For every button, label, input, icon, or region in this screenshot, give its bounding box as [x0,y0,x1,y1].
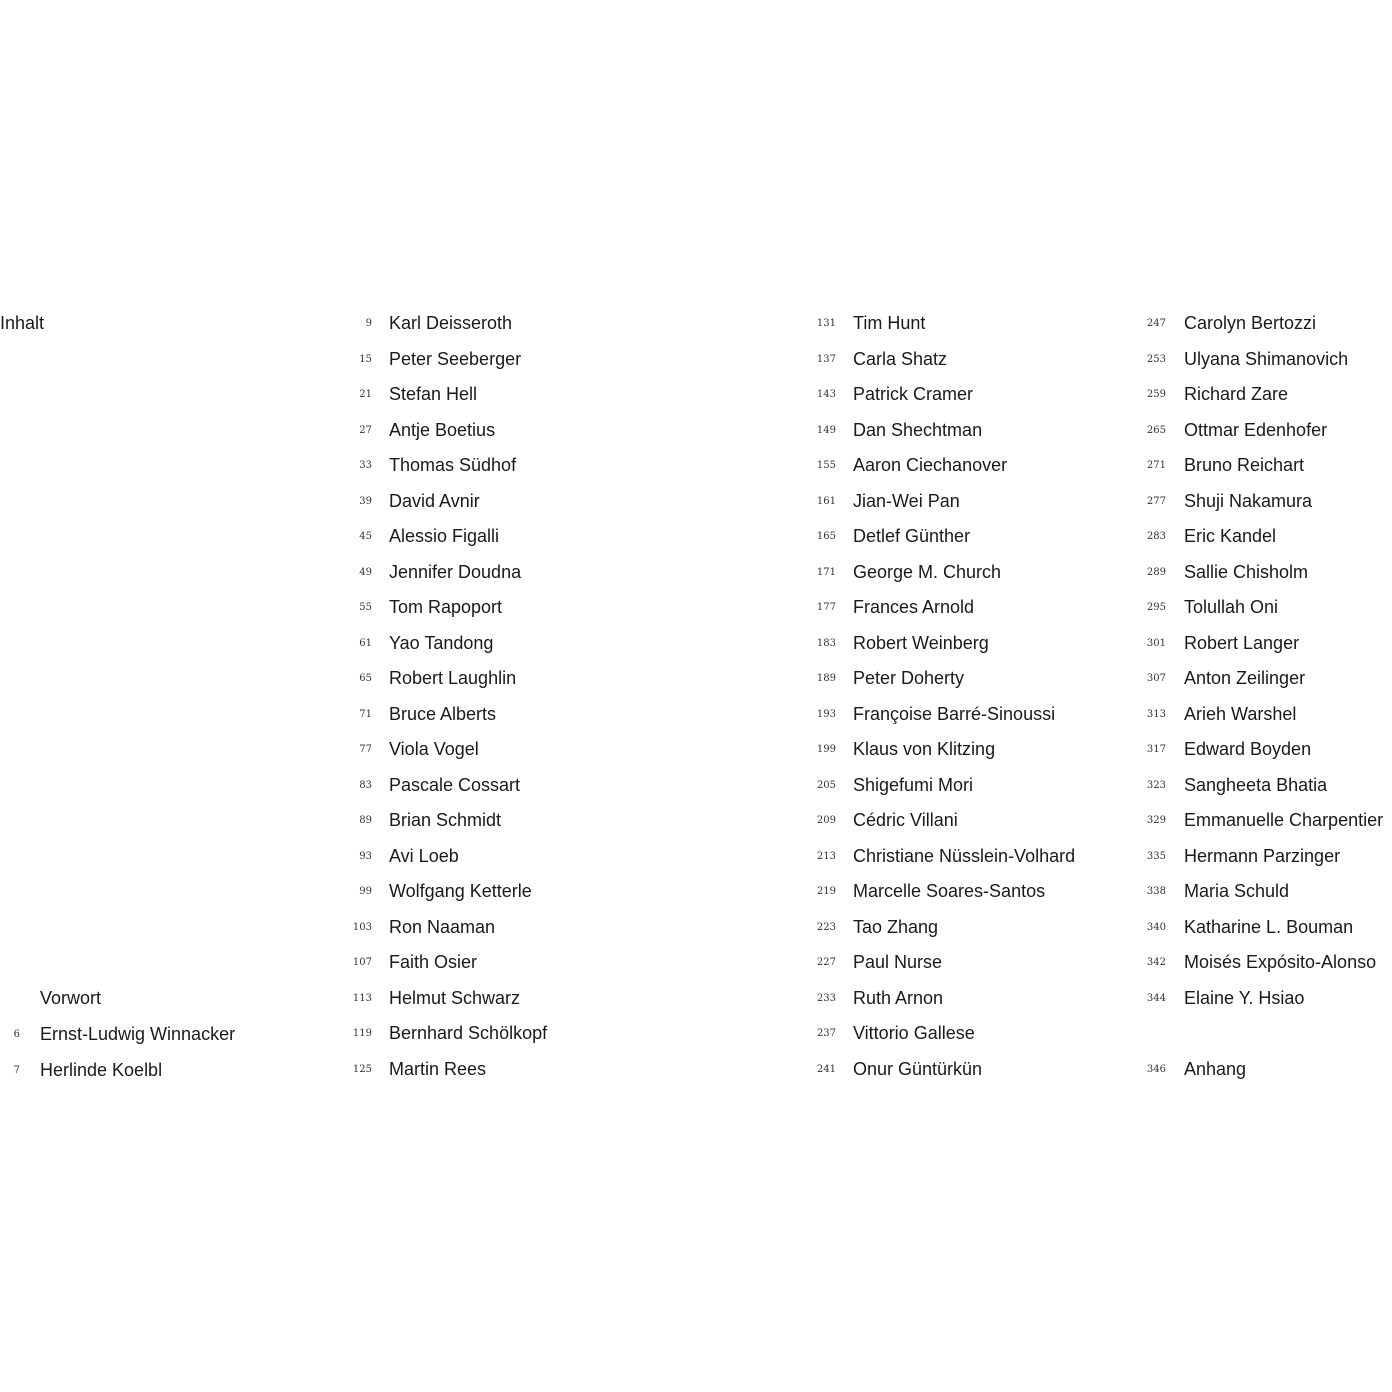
entry-name: Aaron Ciechanover [853,455,1008,475]
page-number: 259 [1146,389,1166,400]
entry-name: Edward Boyden [1184,739,1312,759]
page-number: 223 [816,921,836,933]
entry-name: Cédric Villani [853,810,958,830]
entry-name: Robert Laughlin [389,668,517,688]
page-number: 125 [352,1063,372,1075]
page-number: 45 [359,531,372,542]
page-number: 55 [359,602,372,613]
entry-name: David Avnir [389,490,480,511]
page-number: 21 [359,389,372,400]
entry-name: Ottmar Edenhofer [1184,419,1328,440]
page-number: 335 [1146,850,1166,862]
page-number: 183 [816,637,836,649]
entry-name: Bernhard Schölkopf [389,1023,548,1043]
page-number: 131 [816,318,836,329]
entry-name: Marcelle Soares-Santos [853,881,1046,901]
entry-name: Helmut Schwarz [389,987,521,1008]
entry-name: Françoise Barré-Sinoussi [853,703,1056,724]
page-number: 253 [1146,353,1166,365]
page-number: 247 [1146,318,1166,329]
entry-name: Sangheeta Bhatia [1184,774,1328,795]
entry-name: Peter Doherty [853,668,965,688]
page-number: 143 [816,389,836,400]
entry-name: Emmanuelle Charpentier [1184,810,1384,830]
page-number: 301 [1146,637,1166,649]
entry-name: Martin Rees [389,1058,487,1079]
page-number: 61 [359,637,372,649]
page-number: 213 [816,850,836,862]
page-number: 340 [1146,921,1166,933]
entry-name: Christiane Nüsslein-Volhard [853,845,1076,866]
entry-name: Paul Nurse [853,952,943,972]
page-number: 49 [359,566,372,578]
page-number: 342 [1146,957,1166,968]
page-number: 103 [352,921,372,933]
page-number: 89 [359,815,372,826]
page-number: 209 [816,815,836,826]
entry-name: Robert Weinberg [853,632,989,653]
page-number: 189 [816,673,836,684]
entry-name: Anhang [1184,1058,1247,1079]
entry-name: Carolyn Bertozzi [1184,313,1317,333]
page-number: 39 [359,495,372,507]
page-number: 7 [13,1064,20,1076]
entry-name: Dan Shechtman [853,419,983,440]
page-number: 271 [1146,460,1166,471]
entry-name: Klaus von Klitzing [853,739,996,759]
page-number: 83 [359,779,372,791]
entry-name: Herlinde Koelbl [40,1059,163,1080]
page-number: 283 [1146,531,1166,542]
entry-name: Bruce Alberts [389,703,497,724]
entry-name: Faith Osier [389,952,478,972]
page-number: 155 [816,460,836,471]
page-number: 199 [816,744,836,755]
entry-name: Tolullah Oni [1184,597,1279,617]
page-number: 307 [1146,673,1166,684]
entry-name: Peter Seeberger [389,348,522,369]
entry-name: Thomas Südhof [389,455,517,475]
entry-name: Sallie Chisholm [1184,561,1309,582]
entry-name: Jennifer Doudna [389,561,522,582]
entry-name: Carla Shatz [853,348,948,369]
entry-name: Shuji Nakamura [1184,490,1313,511]
entry-name: Bruno Reichart [1184,455,1305,475]
page-number: 338 [1146,886,1166,897]
foreword-heading: Vorwort [40,988,102,1008]
entry-name: Wolfgang Ketterle [389,881,532,901]
page-number: 205 [816,779,836,791]
entry-name: Hermann Parzinger [1184,845,1341,866]
entry-name: Anton Zeilinger [1184,668,1306,688]
entry-name: Detlef Günther [853,526,971,546]
entry-name: Viola Vogel [389,739,479,759]
entry-name: Patrick Cramer [853,384,974,404]
entry-name: Ulyana Shimanovich [1184,348,1349,369]
entry-name: Vittorio Gallese [853,1023,975,1043]
entry-name: Tao Zhang [853,916,939,937]
page-number: 71 [359,708,372,720]
page-number: 344 [1146,992,1166,1004]
page-number: 33 [359,460,372,471]
page-number: 171 [816,566,836,578]
entry-name: Alessio Figalli [389,526,500,546]
page-number: 165 [816,531,836,542]
entry-name: Onur Güntürkün [853,1058,983,1079]
entry-name: Ruth Arnon [853,987,944,1008]
page-number: 277 [1146,495,1166,507]
entry-name: Jian-Wei Pan [853,490,960,511]
entry-name: Brian Schmidt [389,810,502,830]
page-number: 289 [1146,566,1166,578]
entry-name: Katharine L. Bouman [1184,916,1354,937]
entry-name: George M. Church [853,561,1002,582]
page-number: 119 [352,1028,372,1039]
page-number: 113 [352,992,372,1004]
entry-name: Pascale Cossart [389,774,521,795]
page-number: 27 [359,424,372,436]
entry-name: Antje Boetius [389,419,496,440]
page-number: 15 [359,353,372,365]
page-number: 137 [816,353,836,365]
entry-name: Arieh Warshel [1184,703,1297,724]
entry-name: Frances Arnold [853,597,975,617]
page-number: 265 [1146,424,1166,436]
page-number: 329 [1146,815,1166,826]
page-number: 227 [816,957,836,968]
entry-name: Richard Zare [1184,384,1289,404]
entry-name: Avi Loeb [389,845,459,866]
page-number: 65 [359,673,372,684]
page-number: 93 [359,850,372,862]
entry-name: Maria Schuld [1184,881,1290,901]
page-number: 241 [816,1063,836,1075]
page-number: 149 [816,424,836,436]
entry-name: Elaine Y. Hsiao [1184,987,1305,1008]
entry-name: Tim Hunt [853,313,926,333]
page-number: 295 [1146,602,1166,613]
page-number: 9 [365,318,372,329]
page-number: 99 [359,886,372,897]
page-number: 313 [1146,708,1166,720]
entry-name: Karl Deisseroth [389,313,513,333]
entry-name: Ernst-Ludwig Winnacker [40,1024,236,1044]
page-number: 346 [1146,1063,1166,1075]
entry-name: Robert Langer [1184,632,1300,653]
page-number: 233 [816,992,836,1004]
page-number: 193 [816,708,836,720]
page-number: 219 [816,886,836,897]
entry-name: Ron Naaman [389,916,496,937]
entry-name: Stefan Hell [389,384,478,404]
page-number: 323 [1146,779,1166,791]
page-number: 107 [352,957,372,968]
entry-name: Yao Tandong [389,632,494,653]
page-number: 77 [359,744,372,755]
page-number: 6 [13,1029,20,1040]
page-title: Inhalt [0,313,45,333]
entry-name: Tom Rapoport [389,597,503,617]
entry-name: Eric Kandel [1184,526,1277,546]
page-number: 237 [816,1028,836,1039]
entry-name: Moisés Expósito-Alonso [1184,952,1377,972]
page-number: 161 [816,495,836,507]
entry-name: Shigefumi Mori [853,774,974,795]
page-number: 317 [1146,744,1166,755]
page-number: 177 [816,602,836,613]
